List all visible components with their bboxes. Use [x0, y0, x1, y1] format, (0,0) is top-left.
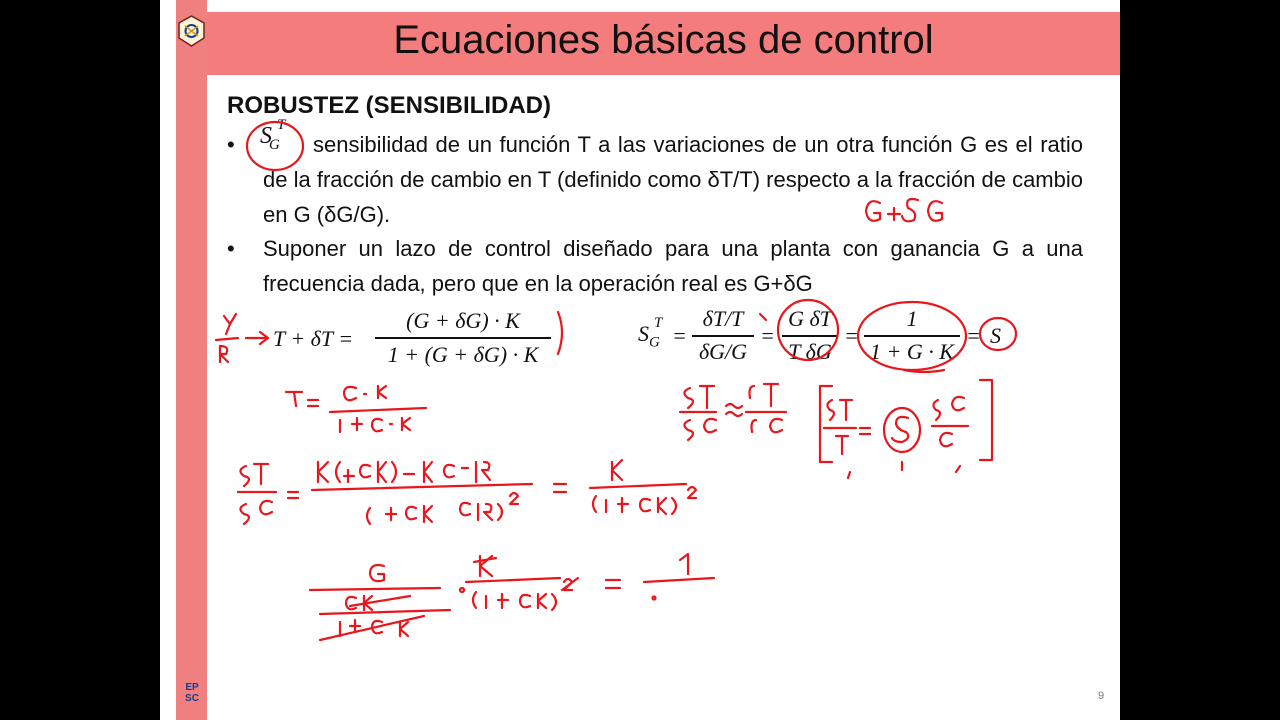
eq1-numerator: (G + δG) · K [406, 308, 520, 333]
handwritten-annotations [160, 0, 1120, 720]
eq2-rhs: S [990, 323, 1001, 348]
eq2-lhs-symbol: $S_G$ T [638, 315, 663, 351]
eq2-f2-denominator: T δG [788, 339, 832, 364]
eq2-f1-denominator: δG/G [698, 339, 748, 364]
slide [160, 0, 1120, 720]
eq2-f3-denominator: 1 + G · K [870, 339, 954, 364]
section-heading: ROBUSTEZ (SENSIBILIDAD) [227, 92, 551, 119]
page-number: 9 [1098, 690, 1105, 702]
eq2-f2-numerator: G δT [788, 306, 832, 331]
bullet-text-1: sensibilidad de un función T a las variaciones de un otra función G es el ratio de la fracción de cambio en T (definido como δT/T) respecto a la fracción de cambio en G (δG/G). [263, 132, 1083, 227]
school-logo: EP SC [185, 682, 199, 704]
eq2-equals-4: = [966, 323, 981, 348]
eq2-f3-numerator: 1 [906, 306, 918, 331]
slide-title: Ecuaciones básicas de control [393, 18, 934, 62]
eq2-equals-3: = [844, 323, 859, 348]
bullet-marker: • [227, 236, 235, 261]
eq1-lhs: T + δT = [273, 326, 354, 351]
bullet-text-2: Suponer un lazo de control diseñado para una planta con ganancia G a una frecuencia dada, pero que en la operación real es G+δG [263, 236, 1083, 296]
sensitivity-symbol: $S_G$ T [260, 117, 286, 153]
bullet-marker: • [227, 132, 235, 157]
eq2-f1-numerator: δT/T [702, 306, 744, 331]
eq2-equals-2: = [760, 323, 775, 348]
eq1-denominator: 1 + (G + δG) · K [387, 342, 539, 367]
eq2-equals-1: = [672, 323, 687, 348]
